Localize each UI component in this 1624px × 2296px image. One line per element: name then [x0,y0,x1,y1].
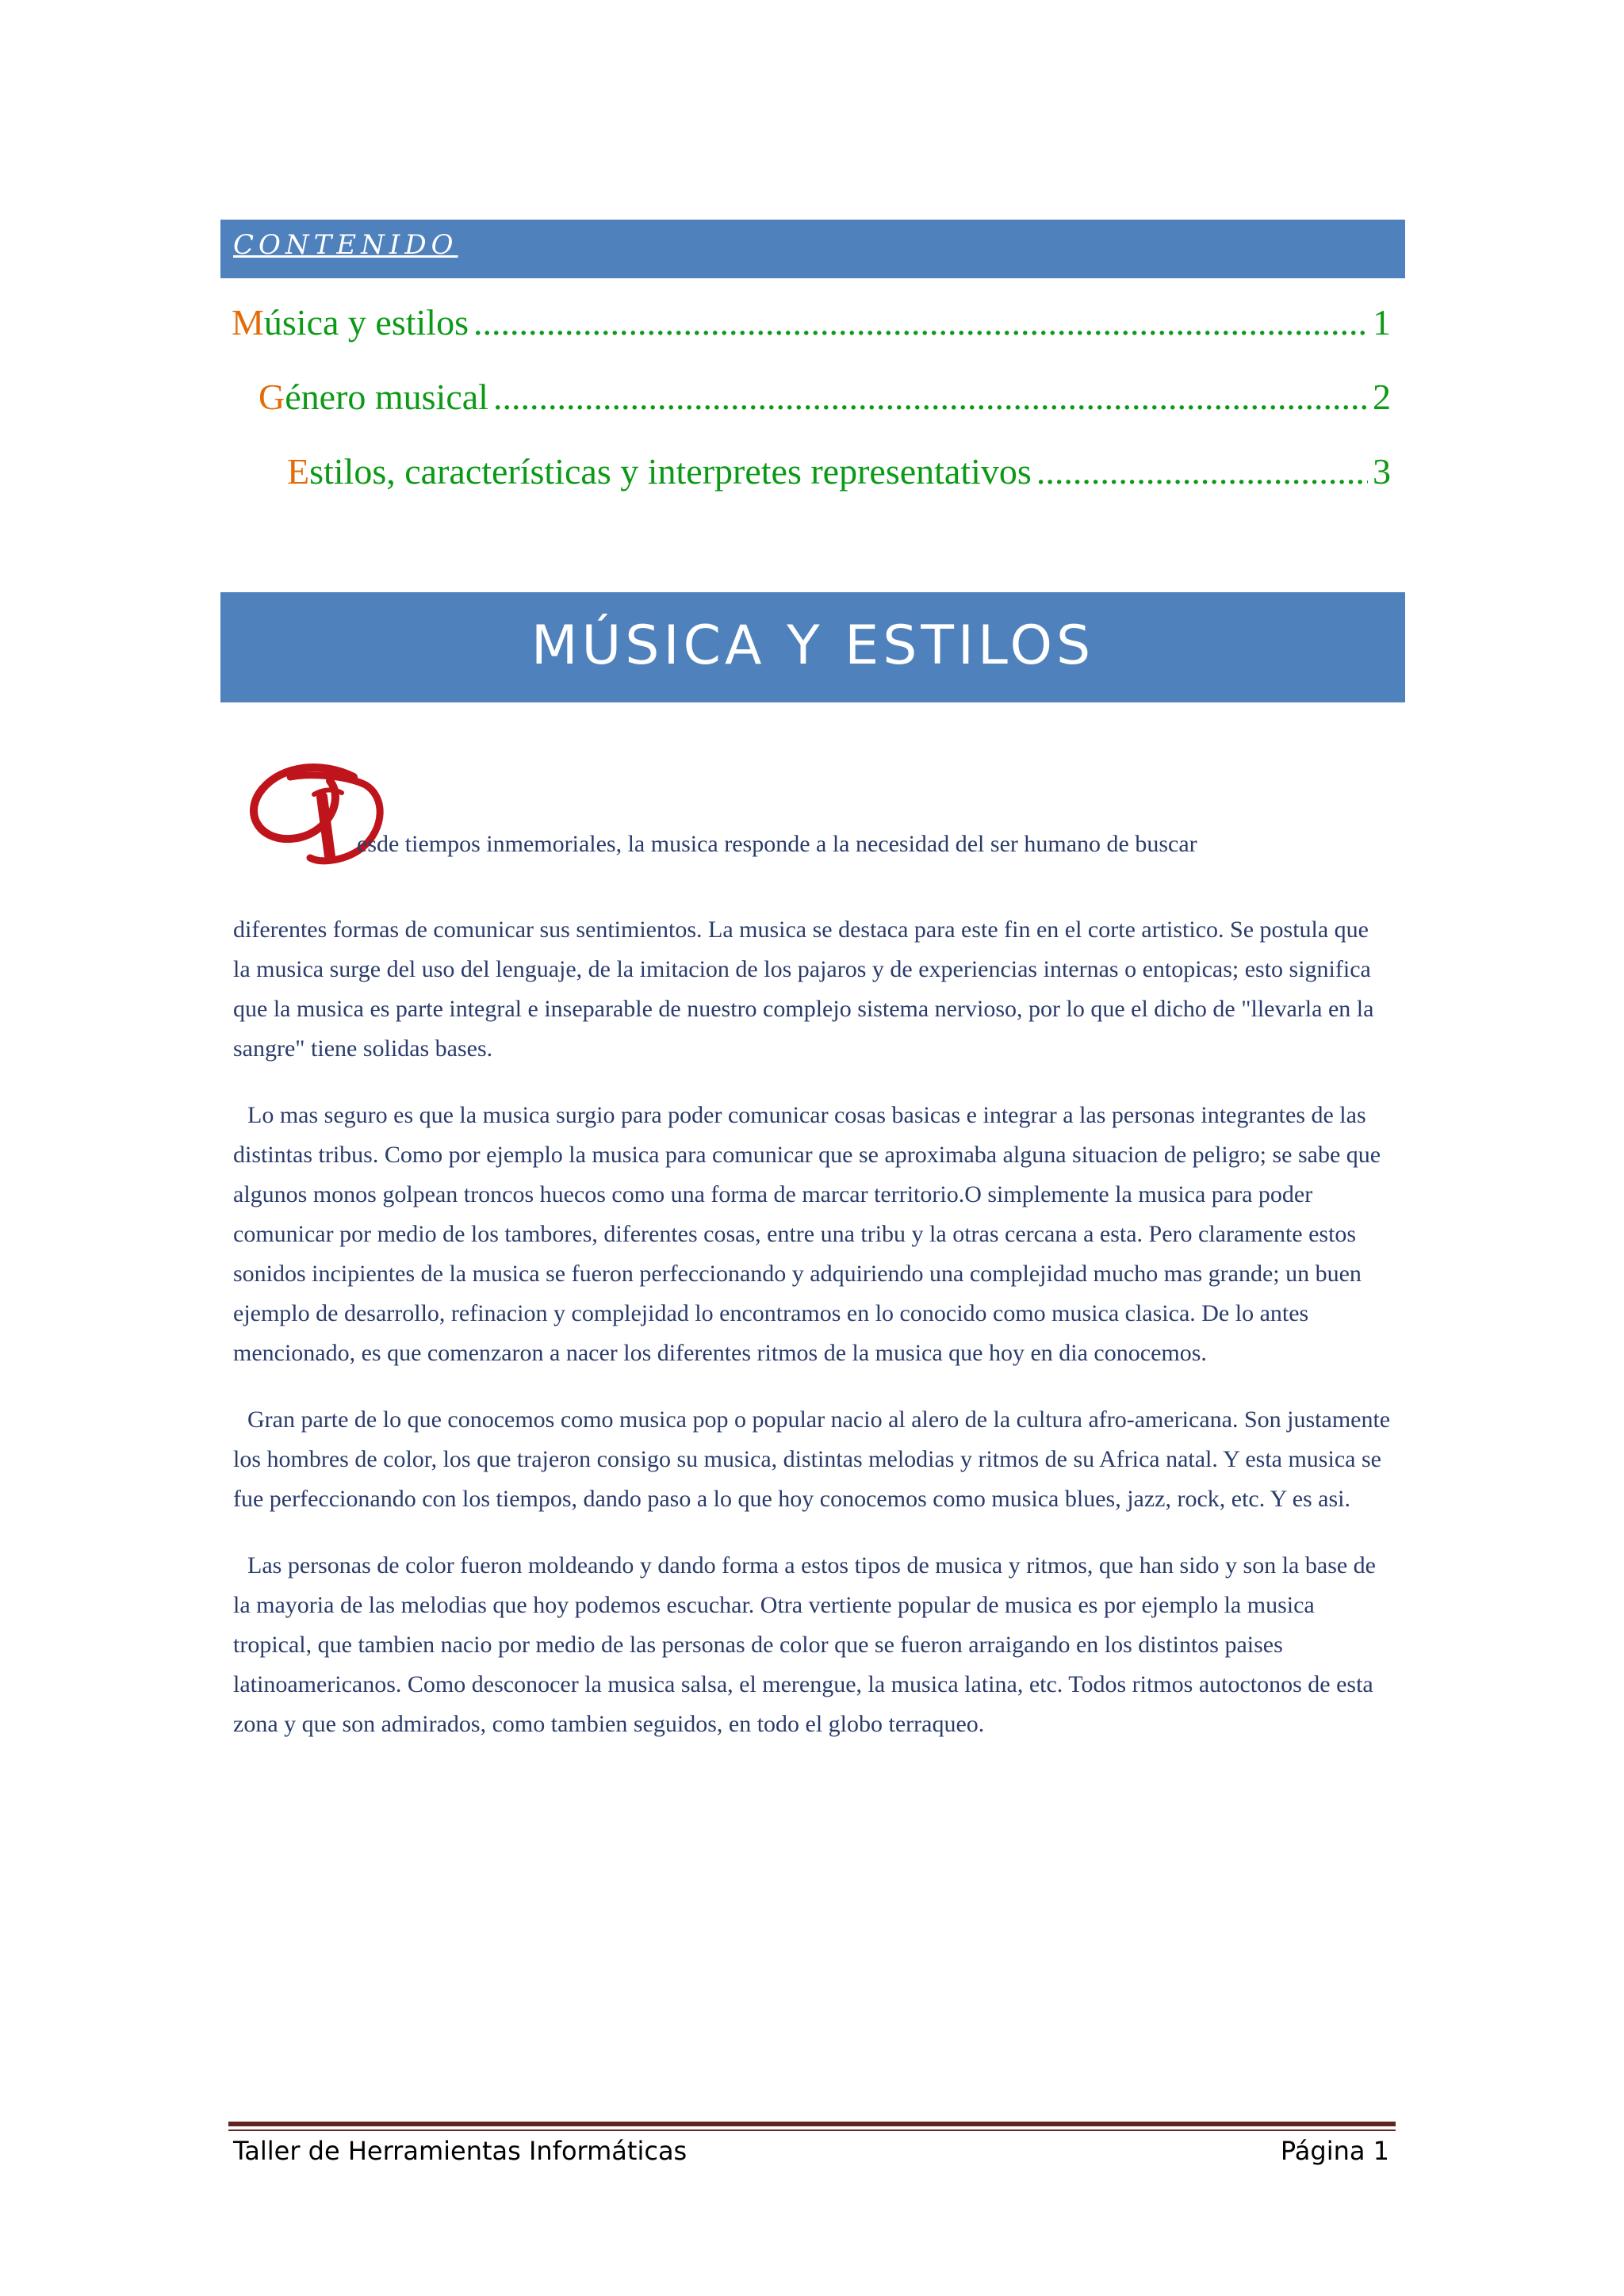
footer-rule-thin [228,2130,1396,2131]
toc-entry-label: stilos, características y interpretes representativos [309,451,1032,492]
paragraph: Gran parte de lo que conocemos como musica pop o popular nacio al alero de la cultura afro-americana. Son justamente los hombres de color, los que trajeron consigo su musica, distintas melodias y ritmos de su Africa natal. Y esta musica se fue perfeccionando con los tiempos, dando paso a lo que hoy conocemos como musica blues, jazz, rock, etc. Y es asi. [233,1406,1391,1512]
body-first-line: esde tiempos inmemoriales, la musica responde a la necesidad del ser humano de buscar [357,831,1197,857]
toc-entry-genero-musical[interactable] [259,376,1391,423]
section-heading: MÚSICA Y ESTILOS [530,614,1095,677]
toc-entry-lead-letter: G [259,377,285,417]
toc-entry-page-number: 1 [1373,302,1391,342]
footer-title: Taller de Herramientas Informáticas [233,2136,688,2166]
toc-entry-lead-letter: M [232,302,264,342]
section-heading-banner [220,592,1405,702]
toc-header-bar [220,220,1405,278]
footer-page-number: Página 1 [1280,2136,1389,2166]
toc-entry-estilos[interactable] [287,450,1391,498]
toc-leader-dots [1036,450,1368,492]
paragraph: diferentes formas de comunicar sus sentimientos. La musica se destaca para este fin en el corte artistico. Se postula que la musica surge del uso del lenguaje, de la imitacion de los pajaros y de experiencias internas o entopicas; esto significa que la musica es parte integral e inseparable de nuestro complejo sistema nervioso, por lo que el dicho de "llevarla en la sangre" tiene solidas bases. [233,916,1374,1062]
toc-title: CONTENIDO [233,229,458,261]
body-text [233,910,1391,1744]
paragraph: Las personas de color fueron moldeando y dando forma a estos tipos de musica y ritmos, que han sido y son la base de la mayoria de las melodias que hoy podemos escuchar. Otra vertiente popular de musica es por ejemplo la musica tropical, que tambien nacio por medio de las personas de color que se fueron arraigando en los distintos paises latinoamericanos. Como desconocer la musica salsa, el merengue, la musica latina, etc. Todos ritmos autoctonos de esta zona y que son admirados, como tambien seguidos, en todo el globo terraqueo. [233,1552,1376,1737]
toc-leader-dots [493,376,1368,418]
toc-entry-lead-letter: E [287,451,310,492]
toc-entry-page-number: 2 [1373,377,1391,417]
toc-entry-label: énero musical [285,377,488,417]
footer-rule [228,2122,1396,2126]
toc-leader-dots [473,301,1368,343]
paragraph: Lo mas seguro es que la musica surgio para poder comunicar cosas basicas e integrar a las personas integrantes de las distintas tribus. Como por ejemplo la musica para comunicar que se aproximaba alguna situacion de peligro; se sabe que algunos monos golpean troncos huecos como una forma de marcar territorio.O simplemente la musica para poder comunicar por medio de los tambores, diferentes cosas, entre una tribu y la otras cercana a esta. Pero claramente estos sonidos incipientes de la musica se fueron perfeccionando y adquiriendo una complejidad mucho mas grande; un buen ejemplo de desarrollo, refinacion y complejidad lo encontramos en lo conocido como musica clasica. De lo antes mencionado, es que comenzaron a nacer los diferentes ritmos de la musica que hoy en dia conocemos. [233,1102,1381,1366]
toc-entry-musica-y-estilos[interactable] [232,301,1391,349]
toc-entry-page-number: 3 [1373,451,1391,492]
toc-entry-label: úsica y estilos [263,302,469,342]
